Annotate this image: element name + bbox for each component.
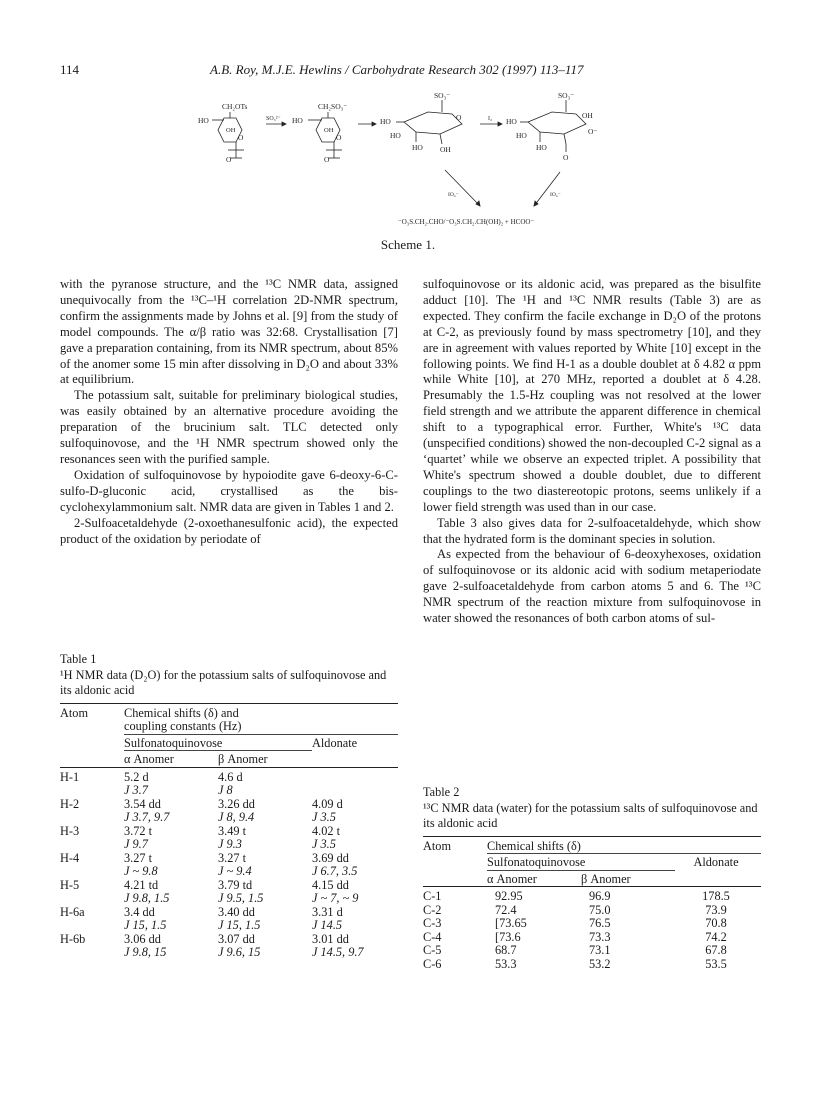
table-1-alpha-coupling: J 3.7, 9.7 <box>124 810 170 824</box>
table-2-grid <box>423 836 761 972</box>
table-2-beta-shift: 73.1 <box>589 943 611 957</box>
table-1-beta-shift: 3.49 t <box>218 823 247 838</box>
left-paragraph-2: The potassium salt, suitable for preliminary biological studies, was easily obtained by an alternative procedure avoiding the preparation of the brucinium salt. TLC detected only sulfoquinovose, and the ¹H NMR spectrum showed only the resonances seen with the purified sample. <box>60 388 398 466</box>
table-1-alpha-shift: 3.72 t <box>124 823 153 838</box>
label-ch2so3: CH₂SO₃⁻ <box>318 102 348 111</box>
label-o-4: O <box>563 153 569 162</box>
table-1-atom-empty <box>60 919 124 933</box>
table-1-aldonate-shift <box>312 767 398 784</box>
label-ho-4c: HO <box>536 143 547 152</box>
table-1-alpha-coupling: J 9.8, 15 <box>124 945 167 959</box>
table-1-aldonate-shift: 4.09 d <box>312 796 343 811</box>
table-row <box>60 933 398 947</box>
table-row <box>423 917 761 931</box>
table-2-alpha-shift: 53.3 <box>495 956 517 971</box>
label-o-3: O <box>456 113 462 122</box>
table-1-atom: H-3 <box>60 823 80 838</box>
table-row <box>60 825 398 839</box>
table-row <box>423 931 761 945</box>
structure-4 <box>520 100 586 152</box>
table-1-beta-coupling: J 8 <box>218 783 233 797</box>
label-oh-1: OH <box>226 127 236 134</box>
table-1-atom: H-1 <box>60 769 80 784</box>
table-1-alpha-coupling: J 3.7 <box>124 783 148 797</box>
table-1-aldonate-coupling: J 6.7, 3.5 <box>312 864 358 878</box>
table-1-atom-empty <box>60 784 124 798</box>
table-2-alpha-shift: 92.95 <box>495 889 523 903</box>
table-row <box>60 946 398 960</box>
page-number: 114 <box>60 62 80 77</box>
table-1-alpha-coupling: J ~ 9.8 <box>124 864 158 878</box>
table-row <box>423 958 761 972</box>
table-1-atom: H-6b <box>60 931 86 946</box>
arrow-3-reagent: I₂ <box>488 116 493 122</box>
right-paragraph-3: As expected from the behaviour of 6-deoxyhexoses, oxidation of sulfoquinovose or its aldonic acid with sodium metaperiodate gave 2-sulfoacetaldehyde from carbon atoms 5 and 6. The ¹³C NMR spectrum of the reaction mixture from sulfoquinovose in water showed the resonances of both carbon atoms of sul- <box>423 547 761 626</box>
table-2-aldonate-shift: 73.9 <box>705 902 727 917</box>
table-1-beta-shift: 3.79 td <box>218 877 253 892</box>
scheme-caption: Scheme 1. <box>380 237 436 252</box>
label-io4-left: IO₄⁻ <box>448 192 459 198</box>
table-1-aldonate-shift: 3.69 dd <box>312 850 349 865</box>
table-row <box>60 919 398 933</box>
table-1-alpha-coupling: J 9.8, 1.5 <box>124 891 170 905</box>
table-1-beta-coupling: J 8, 9.4 <box>218 810 255 824</box>
table-1-aldonate-shift: 4.15 dd <box>312 877 349 892</box>
label-o-minus: O⁻ <box>588 127 598 136</box>
table-1-beta-coupling: J 15, 1.5 <box>218 918 261 932</box>
arrow-1 <box>266 122 286 126</box>
table-2-head-alpha: α Anomer <box>487 870 581 887</box>
table-2-beta-shift: 53.2 <box>589 956 611 971</box>
table-1-atom-empty <box>60 892 124 906</box>
table-1-label: Table 1 <box>60 652 97 666</box>
table-1-aldonate-coupling: J 14.5, 9.7 <box>312 945 364 959</box>
label-ho-3: HO <box>380 117 391 126</box>
table-2-aldonate-shift: 178.5 <box>702 889 730 903</box>
table-1-atom: H-6a <box>60 904 85 919</box>
right-paragraph-1: sulfoquinovose or its aldonic acid, was prepared as the bisulfite adduct [10]. The ¹H and ¹³C NMR results (Table 3) are as expected. They confirm the facile exchange in D₂O of the protons at C-2, as previously found by mass spectrometry [10], and they are in agreement with values reported by White [10] except in the following points. We find H-1 as a double doublet at δ 4.82 α ppm while White [10], at 270 MHz, reported a doublet at δ 4.28. Presumably the 1.5-Hz coupling was not resolved at the lower field strength and we attribute the apparent difference in chemical shift to a typographical error. Further, White's ¹³C data (unspecified conditions) showed the non-decoupled C-2 signal as a ‘quartet’ while we observe an expected triplet. A possibility that White's spectrum showed a double doublet, due to different couplings to the two diastereotopic protons, seems unlikely if a lower field strength was used than in our case. <box>423 277 761 514</box>
left-paragraph-4: 2-Sulfoacetaldehyde (2-oxoethanesulfonic acid), the expected product of the oxidation by periodate of <box>60 515 398 546</box>
structure-3 <box>396 100 462 144</box>
label-io4-right: IO₄⁻ <box>550 192 561 198</box>
table-2-atom: C-3 <box>423 916 442 930</box>
table-row <box>60 906 398 920</box>
arrow-2 <box>358 122 376 126</box>
table-1-grid <box>60 703 398 960</box>
table-1-beta-shift: 3.40 dd <box>218 904 255 919</box>
left-paragraph-3: Oxidation of sulfoquinovose by hypoiodite gave 6-deoxy-6-C-sulfo-D-gluconic acid, crystallised as the bis-cyclohexylammonium salt. NMR data are given in Tables 1 and 2. <box>60 467 398 514</box>
table-1-aldonate-shift: 3.31 d <box>312 904 343 919</box>
arrow-1-reagent: SO₃²⁻ <box>266 116 281 122</box>
table-1-aldonate-coupling: J ~ 7, ~ 9 <box>312 891 359 905</box>
table-1-atom: H-2 <box>60 796 80 811</box>
table-1-atom-empty <box>60 838 124 852</box>
table-2-head-sulfo: Sulfonatoquinovose <box>487 854 675 871</box>
reaction-scheme <box>190 92 630 232</box>
right-paragraph-2: Table 3 also gives data for 2-sulfoacetaldehyde, which show that the hydrated form is the dominant species in solution. <box>423 515 761 546</box>
table-row <box>60 811 398 825</box>
table-2-head-ald: Aldonate <box>675 854 761 871</box>
table-1-beta-shift: 3.26 dd <box>218 796 255 811</box>
table-1-atom-empty <box>60 811 124 825</box>
label-oh-3: OH <box>440 145 451 154</box>
table-1-beta-shift: 3.07 dd <box>218 931 255 946</box>
label-ho-3c: HO <box>412 143 423 152</box>
label-oh-2: OH <box>324 127 334 134</box>
table-2-atom: C-2 <box>423 902 442 917</box>
table-1-head-sulfo: Sulfonatoquinovose <box>124 734 312 751</box>
table-2-caption: ¹³C NMR data (water) for the potassium salts of sulfoquinovose and its aldonic acid <box>423 800 758 830</box>
table-1-alpha-shift: 3.27 t <box>124 850 153 865</box>
table-2-beta-shift: 75.0 <box>589 902 611 917</box>
table-2-beta-shift: 73.3 <box>589 929 611 944</box>
table-2-alpha-shift: [73.65 <box>495 916 527 930</box>
table-1-alpha-shift: 4.21 td <box>124 877 159 892</box>
label-ho-2: HO <box>292 116 303 125</box>
table-1-atom: H-4 <box>60 850 80 865</box>
scheme-product: ⁻O₃S.CH₂.CHO/⁻O₃S.CH₂.CH(OH)₂ + HCOO⁻ <box>398 218 535 226</box>
table-1-head-beta: β Anomer <box>218 751 312 768</box>
table-row <box>60 838 398 852</box>
table-1 <box>60 652 398 960</box>
table-2-head-shifts: Chemical shifts (δ) <box>487 838 581 853</box>
table-1-aldonate-coupling: J 3.5 <box>312 837 336 851</box>
label-ho-4: HO <box>506 117 517 126</box>
table-1-aldonate-coupling: J 14.5 <box>312 918 343 932</box>
table-1-atom-empty <box>60 946 124 960</box>
table-2-beta-shift: 96.9 <box>589 889 611 903</box>
table-1-aldonate-shift: 4.02 t <box>312 823 341 838</box>
table-row <box>60 784 398 798</box>
table-2-alpha-shift: 72.4 <box>495 902 517 917</box>
table-row <box>60 865 398 879</box>
table-row <box>60 798 398 812</box>
table-1-head-atom: Atom <box>60 705 89 720</box>
table-2-beta-shift: 76.5 <box>589 916 611 930</box>
table-1-aldonate-shift: 3.01 dd <box>312 931 349 946</box>
label-ho-4b: HO <box>516 131 527 140</box>
table-2-alpha-shift: 68.7 <box>495 943 517 957</box>
table-1-beta-coupling: J ~ 9.4 <box>218 864 252 878</box>
left-column <box>60 277 398 547</box>
table-1-beta-shift: 4.6 d <box>218 769 243 784</box>
label-o-2b: O <box>324 155 330 164</box>
label-oh-4: OH <box>582 111 593 120</box>
table-1-alpha-shift: 3.06 dd <box>124 931 161 946</box>
page-header <box>60 62 760 82</box>
label-ho-1: HO <box>198 116 209 125</box>
table-2-head-atom: Atom <box>423 838 452 853</box>
label-so3-a: SO₃⁻ <box>434 92 451 100</box>
table-1-atom-empty <box>60 865 124 879</box>
arrow-3 <box>480 122 502 126</box>
table-2-aldonate-shift: 70.8 <box>705 916 727 930</box>
label-o-1: O <box>238 133 244 142</box>
table-1-head-shifts: Chemical shifts (δ) and coupling constants (Hz) <box>124 705 242 733</box>
table-1-head-ald: Aldonate <box>312 734 398 751</box>
table-1-aldonate-coupling: J 3.5 <box>312 810 336 824</box>
table-2-head-beta: β Anomer <box>581 870 675 887</box>
table-2-aldonate-shift: 74.2 <box>705 929 727 944</box>
table-1-caption: ¹H NMR data (D₂O) for the potassium salts of sulfoquinovose and its aldonic acid <box>60 667 387 697</box>
table-row <box>423 904 761 918</box>
table-1-head-alpha: α Anomer <box>124 751 218 768</box>
table-1-alpha-coupling: J 9.7 <box>124 837 148 851</box>
table-2-label: Table 2 <box>423 785 460 799</box>
table-row <box>60 852 398 866</box>
label-o-1b: O <box>226 155 232 164</box>
table-row <box>423 887 761 904</box>
table-2 <box>423 785 761 971</box>
table-row <box>60 892 398 906</box>
table-row <box>60 767 398 784</box>
left-paragraph-1: with the pyranose structure, and the ¹³C NMR data, assigned unequivocally from the ¹³C–¹H correlation 2D-NMR spectrum, confirm the assignments made by Johns et al. [9] from the study of model compounds. The α/β ratio was 32:68. Crystallisation [7] gave a preparation containing, from its NMR spectrum, about 85% of the anomer some 15 min after dissolving in D₂O and about 33% at equilibrium. <box>60 277 398 387</box>
label-o-2: O <box>336 133 342 142</box>
table-2-atom: C-4 <box>423 929 442 944</box>
running-title: A.B. Roy, M.J.E. Hewlins / Carbohydrate Research 302 (1997) 113–117 <box>210 62 584 77</box>
table-2-atom: C-6 <box>423 956 442 971</box>
label-so3-b: SO₃⁻ <box>558 92 575 100</box>
table-2-atom: C-1 <box>423 889 442 903</box>
table-1-aldonate-coupling <box>312 784 398 798</box>
table-row <box>423 944 761 958</box>
right-column <box>423 277 761 627</box>
table-2-aldonate-shift: 53.5 <box>705 956 727 971</box>
table-2-aldonate-shift: 67.8 <box>705 943 727 957</box>
table-1-alpha-shift: 3.4 dd <box>124 904 155 919</box>
table-1-beta-coupling: J 9.6, 15 <box>218 945 261 959</box>
label-ch2ots: CH₂OTs <box>222 102 248 111</box>
table-1-alpha-shift: 5.2 d <box>124 769 149 784</box>
arrow-io4-right <box>534 172 560 206</box>
table-2-alpha-shift: [73.6 <box>495 929 521 944</box>
label-ho-3b: HO <box>390 131 401 140</box>
table-1-beta-shift: 3.27 t <box>218 850 247 865</box>
table-1-beta-coupling: J 9.5, 1.5 <box>218 891 264 905</box>
table-2-atom: C-5 <box>423 943 442 957</box>
table-row <box>60 879 398 893</box>
table-1-alpha-coupling: J 15, 1.5 <box>124 918 167 932</box>
table-1-alpha-shift: 3.54 dd <box>124 796 161 811</box>
table-1-beta-coupling: J 9.3 <box>218 837 242 851</box>
table-1-atom: H-5 <box>60 877 80 892</box>
arrow-io4-left <box>445 170 480 206</box>
